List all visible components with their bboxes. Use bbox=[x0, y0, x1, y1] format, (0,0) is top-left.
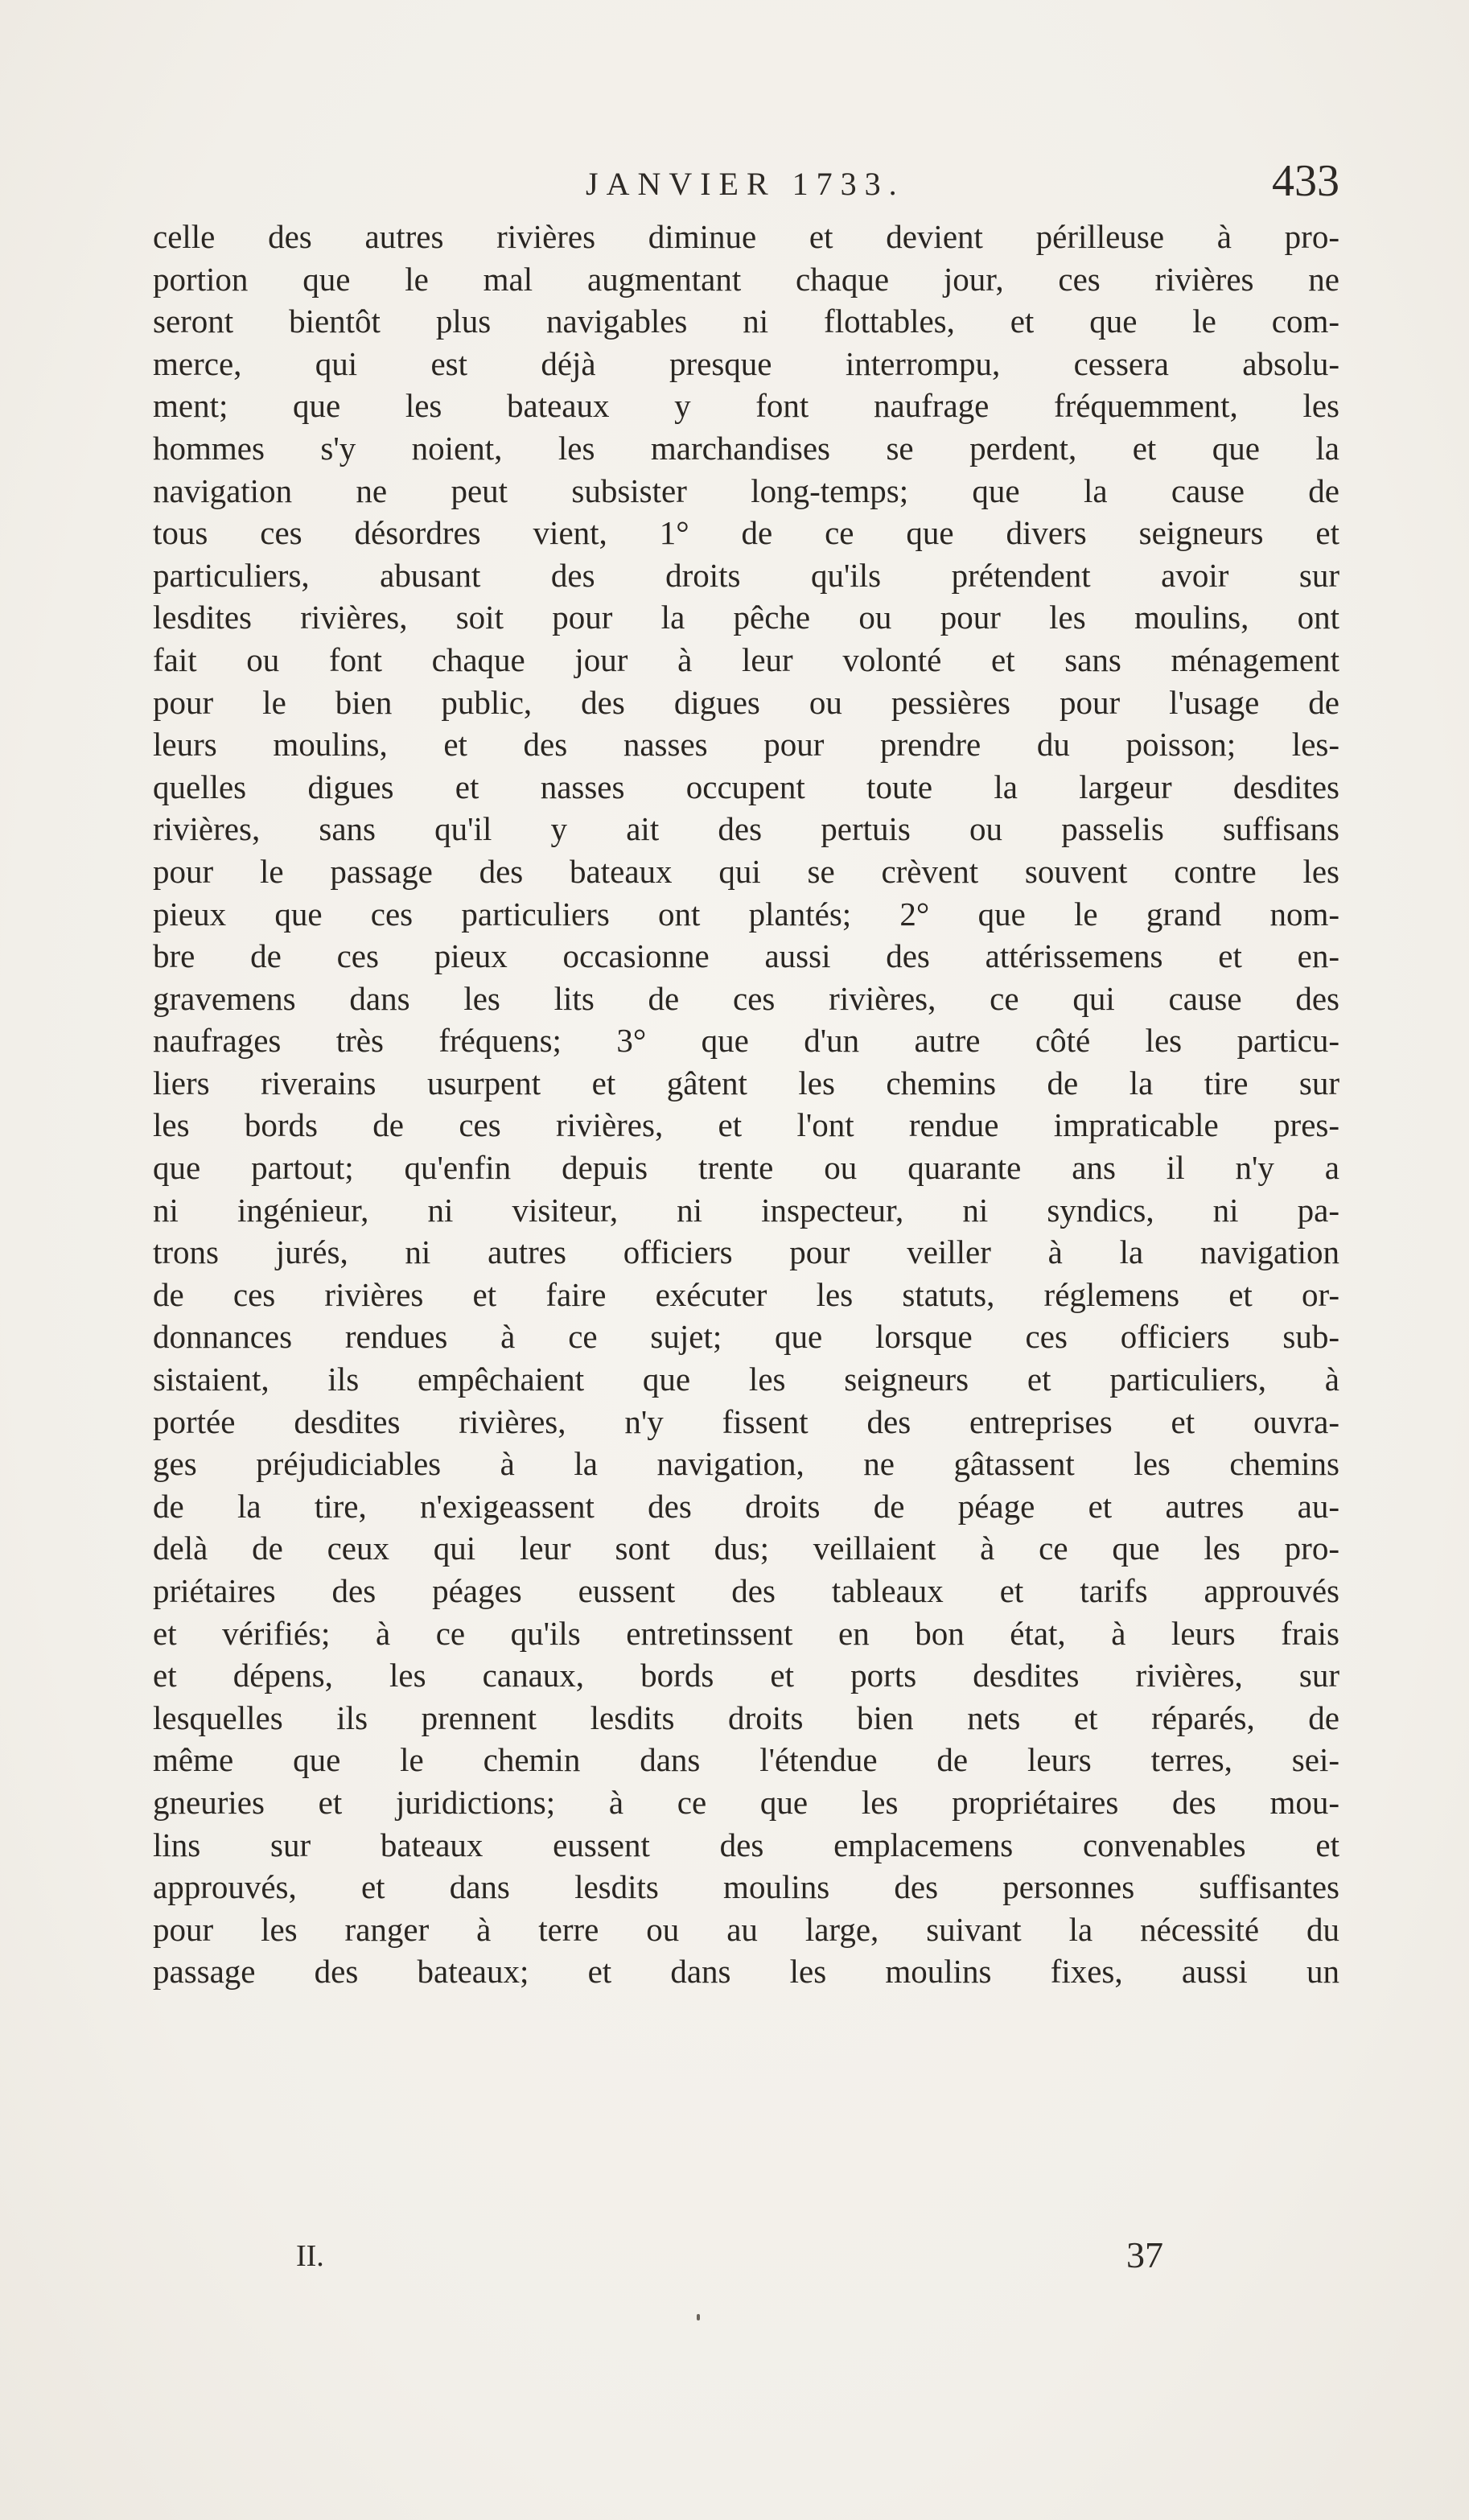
text-line: seront bientôt plus navigables ni flottables, et que le com- bbox=[153, 303, 1339, 340]
text-line: pieux que ces particuliers ont plantés; 2° que le grand nom- bbox=[153, 895, 1339, 933]
text-line: que partout; qu'enfin depuis trente ou quarante ans il n'y a bbox=[153, 1149, 1339, 1187]
text-line: priétaires des péages eussent des tableaux et tarifs approuvés bbox=[153, 1572, 1339, 1609]
text-line: passage des bateaux; et dans les moulins fixes, aussi un bbox=[153, 1953, 1339, 1991]
text-line: et dépens, les canaux, bords et ports desdites rivières, sur bbox=[153, 1657, 1339, 1694]
text-line: portion que le mal augmentant chaque jour, ces rivières ne bbox=[153, 260, 1339, 298]
text-line: bre de ces pieux occasionne aussi des attérissemens et en- bbox=[153, 937, 1339, 975]
text-line: navigation ne peut subsister long-temps; que la cause de bbox=[153, 471, 1339, 509]
text-line: liers riverains usurpent et gâtent les chemins de la tire sur bbox=[153, 1064, 1339, 1101]
text-line: et vérifiés; à ce qu'ils entretinssent en bon état, à leurs frais bbox=[153, 1614, 1339, 1652]
text-line: naufrages très fréquens; 3° que d'un autre côté les particu- bbox=[153, 1022, 1339, 1060]
text-line: pour le bien public, des digues ou pessières pour l'usage de bbox=[153, 683, 1339, 721]
text-line: quelles digues et nasses occupent toute la largeur desdites bbox=[153, 768, 1339, 805]
text-line: de la tire, n'exigeassent des droits de péage et autres au- bbox=[153, 1487, 1339, 1525]
text-line: gravemens dans les lits de ces rivières, ce qui cause des bbox=[153, 979, 1339, 1017]
body-text bbox=[153, 216, 1339, 1993]
text-line: les bords de ces rivières, et l'ont rendue impraticable pres- bbox=[153, 1106, 1339, 1144]
text-line: donnances rendues à ce sujet; que lorsque ces officiers sub- bbox=[153, 1318, 1339, 1356]
ink-speck bbox=[697, 2314, 700, 2320]
text-line: hommes s'y noient, les marchandises se perdent, et que la bbox=[153, 429, 1339, 467]
text-line: delà de ceux qui leur sont dus; veillaient à ce que les pro- bbox=[153, 1530, 1339, 1567]
text-line: ment; que les bateaux y font naufrage fréquemment, les bbox=[153, 387, 1339, 425]
text-line: trons jurés, ni autres officiers pour veiller à la navigation bbox=[153, 1233, 1339, 1271]
text-line: gneuries et juridictions; à ce que les propriétaires des mou- bbox=[153, 1783, 1339, 1821]
page-number: 433 bbox=[1272, 156, 1339, 206]
text-line: approuvés, et dans lesdits moulins des personnes suffisantes bbox=[153, 1868, 1339, 1906]
text-line: pour les ranger à terre ou au large, suivant la nécessité du bbox=[153, 1910, 1339, 1948]
text-line: celle des autres rivières diminue et devient périlleuse à pro- bbox=[153, 218, 1339, 255]
running-title: JANVIER 1733. bbox=[586, 166, 905, 202]
text-line: lesdites rivières, soit pour la pêche ou pour les moulins, ont bbox=[153, 599, 1339, 636]
text-line: lesquelles ils prennent lesdits droits bien nets et réparés, de bbox=[153, 1699, 1339, 1736]
text-line: ni ingénieur, ni visiteur, ni inspecteur, ni syndics, ni pa- bbox=[153, 1191, 1339, 1229]
text-line: tous ces désordres vient, 1° de ce que divers seigneurs et bbox=[153, 514, 1339, 552]
text-line: pour le passage des bateaux qui se crèvent souvent contre les bbox=[153, 852, 1339, 890]
text-line: ges préjudiciables à la navigation, ne gâtassent les chemins bbox=[153, 1445, 1339, 1483]
text-line: même que le chemin dans l'étendue de leurs terres, sei- bbox=[153, 1741, 1339, 1779]
text-line: particuliers, abusant des droits qu'ils prétendent avoir sur bbox=[153, 556, 1339, 594]
signature-mark: II. bbox=[296, 2239, 324, 2273]
text-line: lins sur bateaux eussent des emplacemens convenables et bbox=[153, 1826, 1339, 1863]
text-line: merce, qui est déjà presque interrompu, cessera absolu- bbox=[153, 344, 1339, 382]
page-footer bbox=[153, 2234, 1339, 2287]
text-line: fait ou font chaque jour à leur volonté et sans ménagement bbox=[153, 640, 1339, 678]
text-line: de ces rivières et faire exécuter les statuts, réglemens et or- bbox=[153, 1275, 1339, 1313]
catchword: 37 bbox=[1126, 2234, 1163, 2275]
page-header bbox=[153, 157, 1339, 213]
text-line: portée desdites rivières, n'y fissent des entreprises et ouvra- bbox=[153, 1402, 1339, 1440]
text-line: rivières, sans qu'il y ait des pertuis ou passelis suffisans bbox=[153, 810, 1339, 848]
text-line: leurs moulins, et des nasses pour prendre du poisson; les- bbox=[153, 726, 1339, 764]
text-line: sistaient, ils empêchaient que les seigneurs et particuliers, à bbox=[153, 1361, 1339, 1398]
